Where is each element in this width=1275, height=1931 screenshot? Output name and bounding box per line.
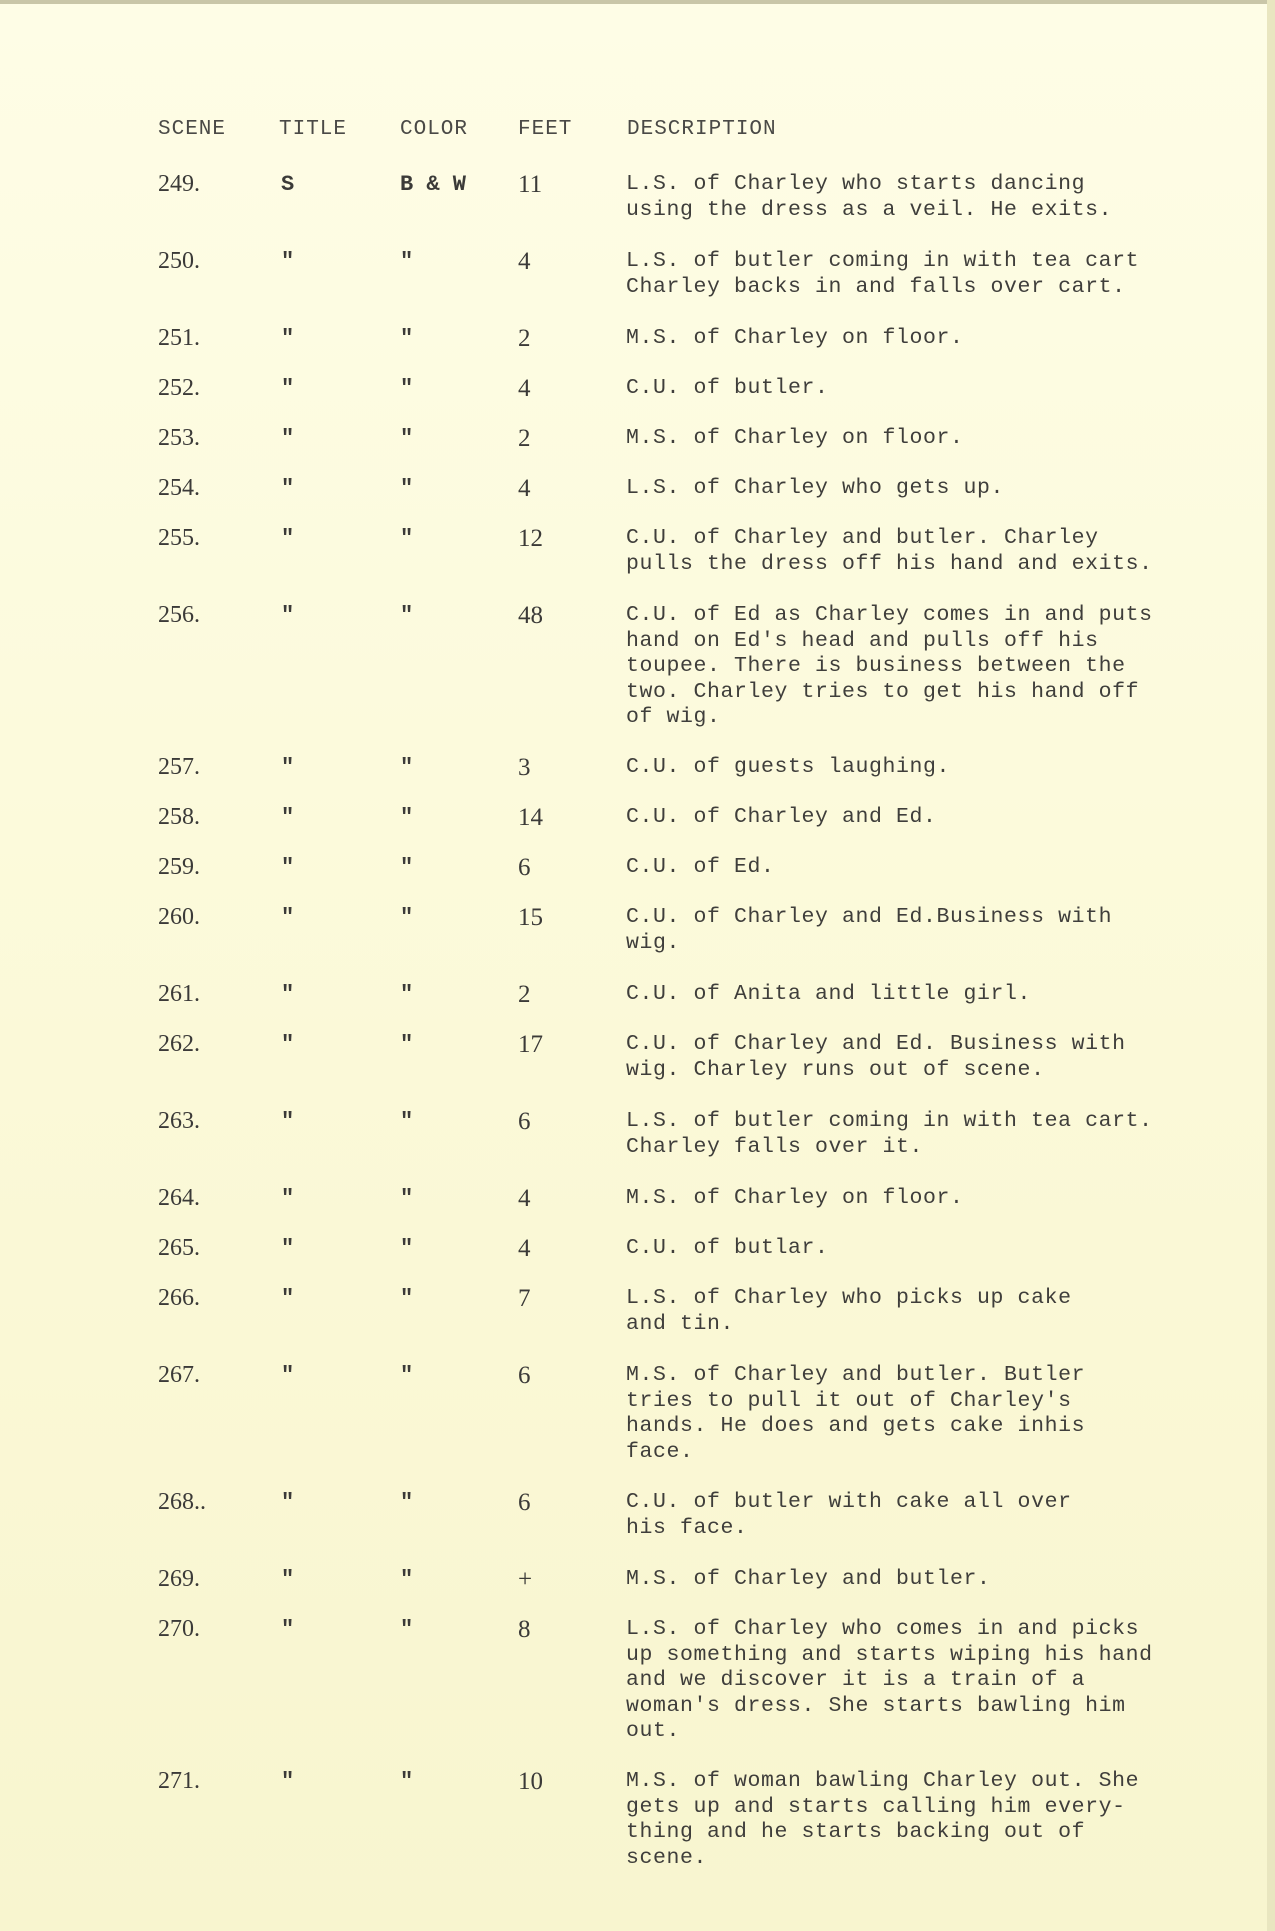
table-row bbox=[0, 905, 1275, 982]
scene-description: M.S. of Charley on floor. bbox=[626, 426, 964, 450]
feet-value: 6 bbox=[518, 1362, 531, 1389]
scene-description: L.S. of Charley who starts dancing using the dress as a veil. He exits. bbox=[626, 172, 1113, 222]
title-value: " bbox=[281, 805, 295, 830]
color-value: " bbox=[400, 1186, 414, 1211]
feet-value: 7 bbox=[518, 1285, 531, 1312]
feet-value: 8 bbox=[518, 1616, 531, 1643]
color-value: " bbox=[400, 982, 414, 1007]
scene-description: L.S. of butler coming in with tea cart. Charley falls over it. bbox=[626, 1109, 1153, 1159]
scene-description: M.S. of Charley and butler. Butler tries to pull it out of Charley's hands. He does and gets cake inhis face. bbox=[626, 1363, 1086, 1464]
scene-description: C.U. of Charley and Ed.Business with wig. bbox=[626, 905, 1113, 955]
color-value: " bbox=[400, 855, 414, 880]
scene-description: L.S. of butler coming in with tea cart Charley backs in and falls over cart. bbox=[626, 249, 1140, 299]
feet-value: 4 bbox=[518, 248, 531, 275]
scene-number: 269. bbox=[158, 1566, 200, 1592]
table-row bbox=[0, 249, 1275, 326]
table-row bbox=[0, 1032, 1275, 1109]
feet-value: 12 bbox=[518, 525, 543, 552]
table-row bbox=[0, 1109, 1275, 1186]
color-value: " bbox=[400, 1617, 414, 1642]
feet-value: 4 bbox=[518, 475, 531, 502]
title-value: " bbox=[281, 1109, 295, 1134]
color-value: " bbox=[400, 376, 414, 401]
scene-description: L.S. of Charley who comes in and picks up something and starts wiping his hand and we discover it is a train of a woman's dress. She starts bawling him out. bbox=[626, 1617, 1153, 1743]
scene-description: M.S. of Charley on floor. bbox=[626, 1186, 964, 1210]
title-value: " bbox=[281, 326, 295, 351]
title-value: " bbox=[281, 1363, 295, 1388]
scene-number: 266. bbox=[158, 1285, 200, 1311]
scene-description: C.U. of butler with cake all over his face. bbox=[626, 1490, 1072, 1540]
scene-description: C.U. of Anita and little girl. bbox=[626, 982, 1032, 1006]
table-row bbox=[0, 1286, 1275, 1363]
feet-value: 15 bbox=[518, 904, 543, 931]
title-value: " bbox=[281, 1186, 295, 1211]
scene-number: 251. bbox=[158, 325, 200, 351]
title-value: " bbox=[281, 982, 295, 1007]
table-row bbox=[0, 376, 1275, 426]
title-value: " bbox=[281, 755, 295, 780]
color-value: " bbox=[400, 603, 414, 628]
scene-description: C.U. of Charley and butler. Charley pulls the dress off his hand and exits. bbox=[626, 526, 1153, 576]
color-value: " bbox=[400, 1032, 414, 1057]
table-row bbox=[0, 476, 1275, 526]
scene-description: L.S. of Charley who gets up. bbox=[626, 476, 1005, 500]
color-value: " bbox=[400, 1490, 414, 1515]
scene-number: 270. bbox=[158, 1616, 200, 1642]
table-row bbox=[0, 1236, 1275, 1286]
feet-value: 48 bbox=[518, 602, 543, 629]
scene-number: 254. bbox=[158, 475, 200, 501]
title-value: " bbox=[281, 376, 295, 401]
color-value: " bbox=[400, 1109, 414, 1134]
scene-description: M.S. of woman bawling Charley out. She gets up and starts calling him every- thing and he starts backing out of scene. bbox=[626, 1769, 1140, 1870]
table-row bbox=[0, 1567, 1275, 1617]
table-row bbox=[0, 426, 1275, 476]
title-value: " bbox=[281, 1490, 295, 1515]
scene-description: C.U. of Charley and Ed. Business with wig. Charley runs out of scene. bbox=[626, 1032, 1126, 1082]
feet-value: 6 bbox=[518, 854, 531, 881]
scene-number: 257. bbox=[158, 754, 200, 780]
color-value: " bbox=[400, 426, 414, 451]
title-value: " bbox=[281, 249, 295, 274]
scene-number: 264. bbox=[158, 1185, 200, 1211]
table-row bbox=[0, 603, 1275, 755]
feet-value: 10 bbox=[518, 1768, 543, 1795]
scene-number: 258. bbox=[158, 804, 200, 830]
title-value: " bbox=[281, 603, 295, 628]
table-row bbox=[0, 1186, 1275, 1236]
scene-description: C.U. of butler. bbox=[626, 376, 829, 400]
color-value: " bbox=[400, 905, 414, 930]
header-title: TITLE bbox=[279, 118, 348, 141]
scene-number: 262. bbox=[158, 1031, 200, 1057]
color-value: " bbox=[400, 1286, 414, 1311]
title-value: " bbox=[281, 426, 295, 451]
title-value: " bbox=[281, 905, 295, 930]
title-value: " bbox=[281, 1617, 295, 1642]
color-value: " bbox=[400, 249, 414, 274]
color-value: " bbox=[400, 476, 414, 501]
color-value: " bbox=[400, 1236, 414, 1261]
feet-value: 2 bbox=[518, 981, 531, 1008]
header-description: DESCRIPTION bbox=[627, 118, 777, 141]
scene-number: 249. bbox=[158, 171, 200, 197]
scene-list bbox=[0, 172, 1275, 1896]
feet-value: 14 bbox=[518, 804, 543, 831]
header-feet: FEET bbox=[518, 118, 573, 141]
title-value: " bbox=[281, 1236, 295, 1261]
table-row bbox=[0, 755, 1275, 805]
scene-number: 263. bbox=[158, 1108, 200, 1134]
color-value: " bbox=[400, 326, 414, 351]
feet-value: 4 bbox=[518, 375, 531, 402]
header-scene: SCENE bbox=[158, 118, 227, 141]
scene-number: 256. bbox=[158, 602, 200, 628]
scene-description: M.S. of Charley on floor. bbox=[626, 326, 964, 350]
color-value: " bbox=[400, 1567, 414, 1592]
table-row bbox=[0, 1490, 1275, 1567]
table-row bbox=[0, 1769, 1275, 1896]
table-row bbox=[0, 526, 1275, 603]
table-row bbox=[0, 1363, 1275, 1490]
scene-description: C.U. of Charley and Ed. bbox=[626, 805, 937, 829]
scene-description: L.S. of Charley who picks up cake and tin. bbox=[626, 1286, 1072, 1336]
table-row bbox=[0, 982, 1275, 1032]
scene-description: C.U. of Ed as Charley comes in and puts hand on Ed's head and pulls off his toupee. There is business between the two. Charley tries to get his hand off of wig. bbox=[626, 603, 1153, 729]
feet-value: 4 bbox=[518, 1235, 531, 1262]
feet-value: 3 bbox=[518, 754, 531, 781]
title-value: " bbox=[281, 1567, 295, 1592]
feet-value: 2 bbox=[518, 425, 531, 452]
table-row bbox=[0, 805, 1275, 855]
scene-number: 265. bbox=[158, 1235, 200, 1261]
scene-description: C.U. of butlar. bbox=[626, 1236, 829, 1260]
feet-value: + bbox=[518, 1566, 533, 1593]
feet-value: 2 bbox=[518, 325, 531, 352]
table-row bbox=[0, 855, 1275, 905]
feet-value: 17 bbox=[518, 1031, 543, 1058]
scene-number: 250. bbox=[158, 248, 200, 274]
color-value: " bbox=[400, 526, 414, 551]
feet-value: 11 bbox=[518, 171, 543, 198]
table-row bbox=[0, 172, 1275, 249]
scene-description: C.U. of Ed. bbox=[626, 855, 775, 879]
scene-number: 260. bbox=[158, 904, 200, 930]
table-row bbox=[0, 326, 1275, 376]
feet-value: 6 bbox=[518, 1108, 531, 1135]
feet-value: 4 bbox=[518, 1185, 531, 1212]
scene-number: 271. bbox=[158, 1768, 200, 1794]
scene-number: 267. bbox=[158, 1362, 200, 1388]
scene-number: 259. bbox=[158, 854, 200, 880]
column-header-row bbox=[0, 118, 1275, 148]
feet-value: 6 bbox=[518, 1489, 531, 1516]
table-row bbox=[0, 1617, 1275, 1769]
title-value: " bbox=[281, 855, 295, 880]
title-value: " bbox=[281, 1032, 295, 1057]
header-color: COLOR bbox=[400, 118, 469, 141]
scene-number: 261. bbox=[158, 981, 200, 1007]
color-value: " bbox=[400, 755, 414, 780]
scene-description: C.U. of guests laughing. bbox=[626, 755, 951, 779]
color-value: " bbox=[400, 1363, 414, 1388]
scene-number: 255. bbox=[158, 525, 200, 551]
color-value: " bbox=[400, 805, 414, 830]
title-value: " bbox=[281, 476, 295, 501]
title-value: " bbox=[281, 1769, 295, 1794]
scene-description: M.S. of Charley and butler. bbox=[626, 1567, 991, 1591]
title-value: " bbox=[281, 526, 295, 551]
scene-number: 253. bbox=[158, 425, 200, 451]
title-value: " bbox=[281, 1286, 295, 1311]
color-value: B & W bbox=[400, 172, 467, 197]
scene-number: 268.. bbox=[158, 1489, 206, 1515]
title-value: S bbox=[281, 172, 295, 197]
scene-number: 252. bbox=[158, 375, 200, 401]
color-value: " bbox=[400, 1769, 414, 1794]
